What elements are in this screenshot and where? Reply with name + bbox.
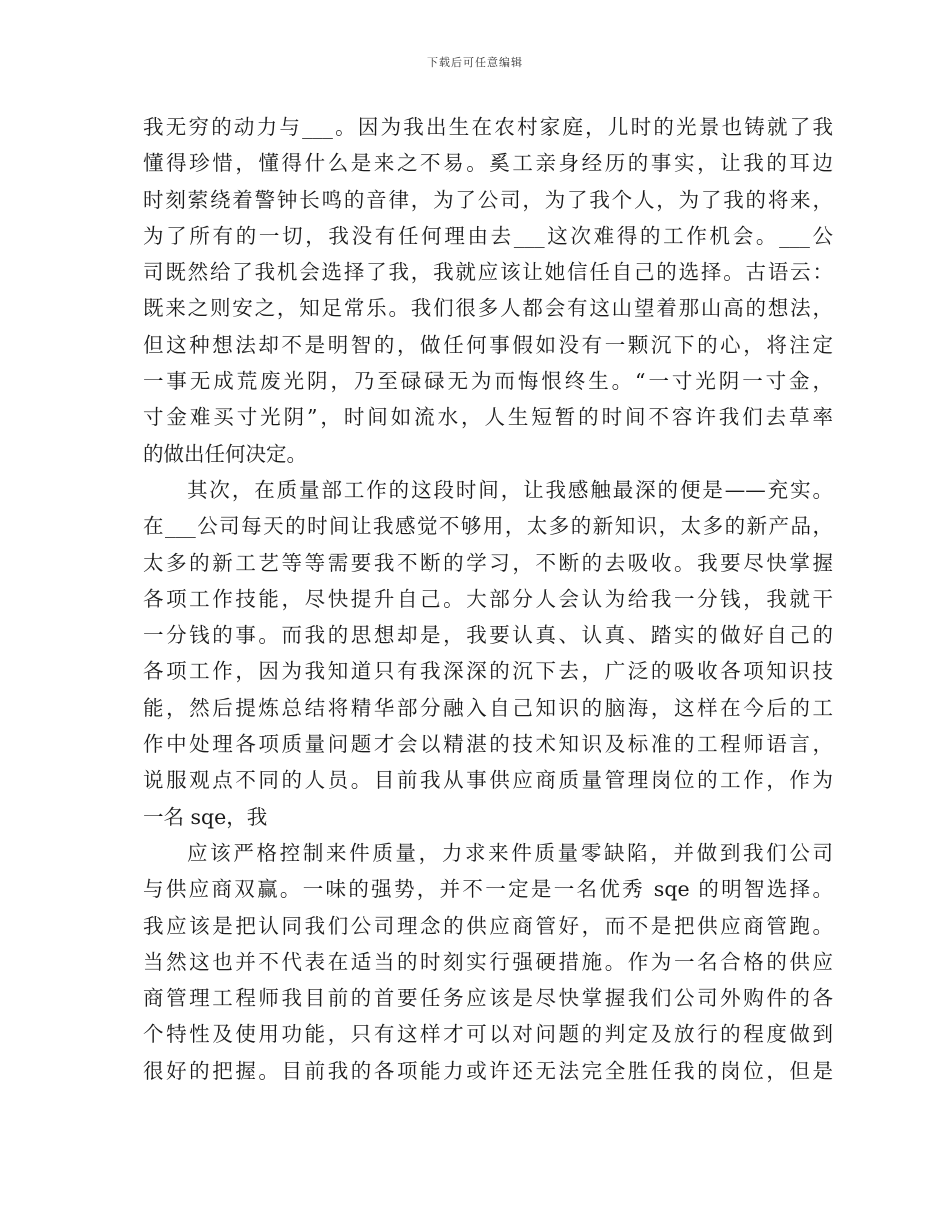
text-line: 寸金难买寸光阴”，时间如流水，人生短暂的时间不容许我们去草率 [143, 405, 833, 430]
paragraph [143, 109, 833, 472]
text-line: 在___公司每天的时间让我感觉不够用，太多的新知识，太多的新产品， [143, 514, 833, 539]
text-line: 为了所有的一切，我没有任何理由去___这次难得的工作机会。___公 [143, 223, 833, 248]
text-line: 我应该是把认同我们公司理念的供应商管好，而不是把供应商管跑。 [143, 913, 833, 938]
text-line: 各项工作技能，尽快提升自己。大部分人会认为给我一分钱，我就干 [143, 586, 833, 611]
text-line: 商管理工程师我目前的首要任务应该是尽快掌握我们公司外购件的各 [143, 986, 833, 1011]
paragraph [143, 472, 833, 835]
document-body [143, 109, 833, 1089]
text-line: 司既然给了我机会选择了我，我就应该让她信任自己的选择。古语云： [143, 260, 833, 285]
text-line: 一分钱的事。而我的思想却是，我要认真、认真、踏实的做好自己的 [143, 623, 833, 648]
text-line: 当然这也并不代表在适当的时刻实行强硬措施。作为一名合格的供应 [143, 949, 833, 974]
text-line: 个特性及使用功能，只有这样才可以对问题的判定及放行的程度做到 [143, 1022, 833, 1047]
text-line: 很好的把握。目前我的各项能力或许还无法完全胜任我的岗位，但是 [143, 1058, 833, 1083]
text-line: 与供应商双赢。一味的强势，并不一定是一名优秀 sqe 的明智选择。 [143, 877, 833, 902]
text-line: 作中处理各项质量问题才会以精湛的技术知识及标准的工程师语言， [143, 732, 833, 757]
text-line: 时刻萦绕着警钟长鸣的音律，为了公司，为了我个人，为了我的将来， [143, 187, 833, 212]
text-line: 各项工作，因为我知道只有我深深的沉下去，广泛的吸收各项知识技 [143, 659, 833, 684]
text-line: 懂得珍惜，懂得什么是来之不易。奚工亲身经历的事实，让我的耳边 [143, 151, 833, 176]
text-line: 说服观点不同的人员。目前我从事供应商质量管理岗位的工作，作为 [143, 768, 833, 793]
text-line: 能，然后提炼总结将精华部分融入自己知识的脑海，这样在今后的工 [143, 695, 833, 720]
text-line: 但这种想法却不是明智的，做任何事假如没有一颗沉下的心，将注定 [143, 332, 833, 357]
text-line: 一事无成荒废光阴，乃至碌碌无为而悔恨终生。“一寸光阴一寸金， [143, 369, 833, 394]
text-line: 应该严格控制来件质量，力求来件质量零缺陷，并做到我们公司 [187, 840, 833, 865]
text-line: 太多的新工艺等等需要我不断的学习，不断的去吸收。我要尽快掌握 [143, 550, 833, 575]
text-line: 一名 sqe，我 [143, 804, 268, 829]
page-header: 下载后可任意编辑 [427, 56, 523, 69]
text-line: 其次，在质量部工作的这段时间，让我感触最深的便是——充实。 [187, 477, 833, 502]
text-line: 既来之则安之，知足常乐。我们很多人都会有这山望着那山高的想法， [143, 296, 833, 321]
text-line: 我无穷的动力与___。因为我出生在农村家庭，儿时的光景也铸就了我 [143, 115, 833, 139]
text-line: 的做出任何决定。 [143, 441, 307, 466]
paragraph [143, 835, 833, 1089]
